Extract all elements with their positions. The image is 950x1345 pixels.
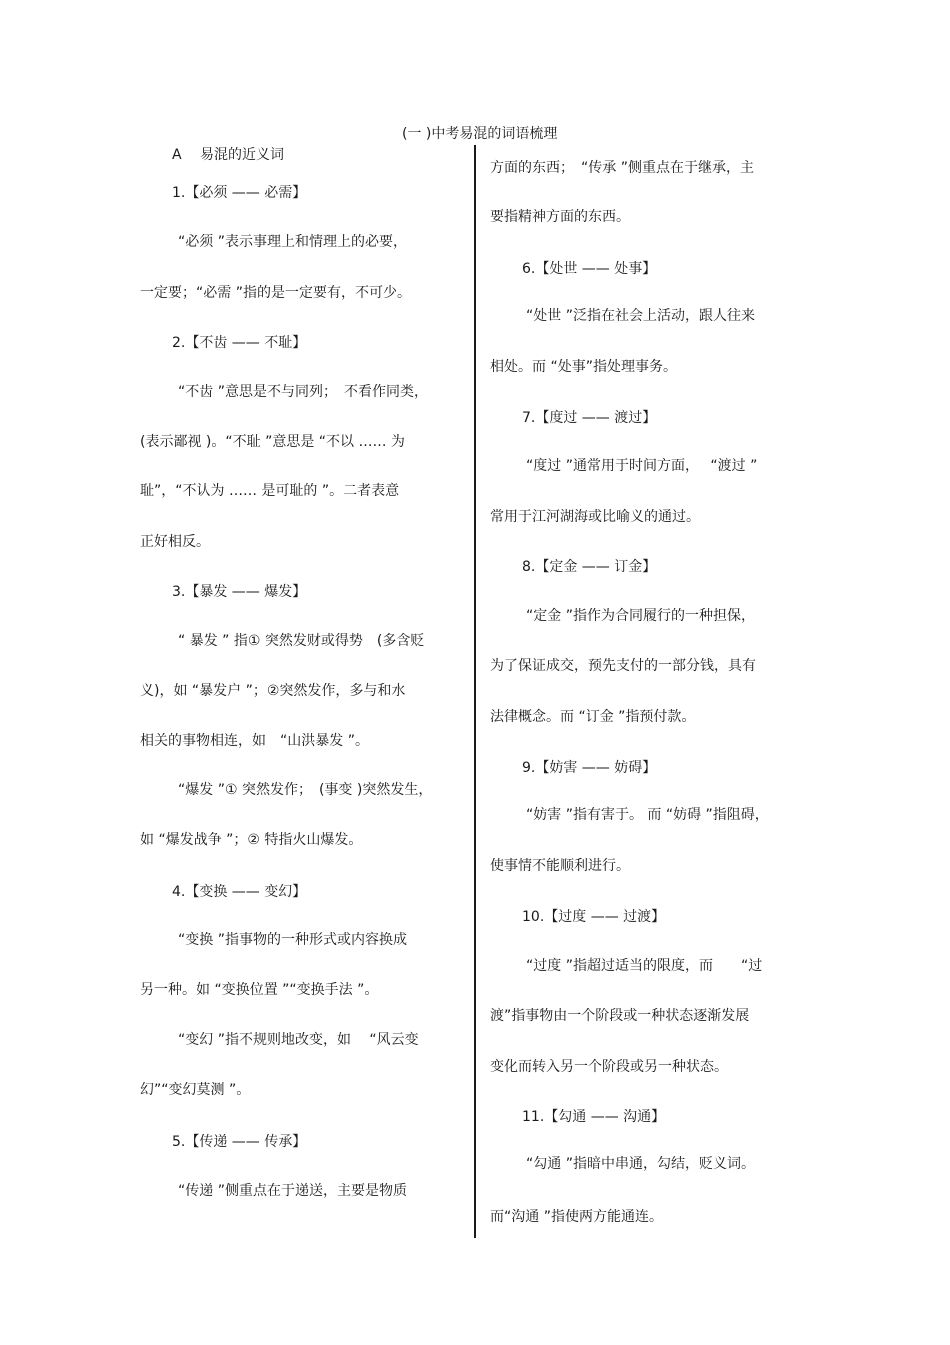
right-line-7: “度过 ”通常用于时间方面， “渡过 ” — [526, 458, 758, 474]
right-line-16: 10.【过度 —— 过渡】 — [522, 909, 666, 925]
right-line-21: “勾通 ”指暗中串通，勾结，贬义词。 — [526, 1156, 755, 1172]
left-line-15: 如 “爆发战争 ”；② 特指火山爆发。 — [140, 832, 363, 848]
right-line-11: 为了保证成交，预先支付的一部分钱，具有 — [490, 658, 756, 674]
right-line-10: “定金 ”指作为合同履行的一种担保， — [526, 608, 755, 624]
right-line-5: 相处。而 “处事”指处理事务。 — [490, 359, 677, 375]
left-line-6: “不齿 ”意思是不与同列； 不看作同类， — [178, 384, 428, 400]
left-line-5: 2.【不齿 —— 不耻】 — [172, 335, 307, 351]
right-line-2: 要指精神方面的东西。 — [490, 209, 630, 225]
left-line-20: 幻”“变幻莫测 ”。 — [140, 1082, 251, 1098]
left-line-2: 1.【必须 —— 必需】 — [172, 185, 307, 201]
column-divider — [474, 145, 476, 1238]
left-line-7: (表示鄙视 )。“不耻 ”意思是 “不以 …… 为 — [140, 434, 405, 450]
right-line-4: “处世 ”泛指在社会上活动，跟人往来 — [526, 308, 755, 324]
left-line-13: 相关的事物相连，如 “山洪暴发 ”。 — [140, 733, 369, 749]
right-line-15: 使事情不能顺利进行。 — [490, 858, 630, 874]
right-line-9: 8.【定金 —— 订金】 — [522, 559, 657, 575]
left-line-16: 4.【变换 —— 变幻】 — [172, 884, 307, 900]
left-line-3: “必须 ”表示事理上和情理上的必要， — [178, 234, 407, 250]
left-line-22: “传递 ”侧重点在于递送，主要是物质 — [178, 1183, 407, 1199]
left-line-21: 5.【传递 —— 传承】 — [172, 1134, 307, 1150]
left-line-14: “爆发 ”① 突然发作； (事变 )突然发生， — [178, 782, 433, 798]
page-title: (一 )中考易混的词语梳理 — [402, 126, 558, 142]
right-line-22: 而“沟通 ”指使两方能通连。 — [490, 1209, 663, 1225]
right-line-1: 方面的东西； “传承 ”侧重点在于继承，主 — [490, 160, 754, 176]
left-line-18: 另一种。如 “变换位置 ”“变换手法 ”。 — [140, 982, 379, 998]
left-line-1: A 易混的近义词 — [172, 147, 285, 163]
right-line-14: “妨害 ”指有害于。 而 “妨碍 ”指阻碍， — [526, 807, 769, 823]
left-line-19: “变幻 ”指不规则地改变，如 “风云变 — [178, 1032, 419, 1048]
right-line-8: 常用于江河湖海或比喻义的通过。 — [490, 509, 700, 525]
right-line-12: 法律概念。而 “订金 ”指预付款。 — [490, 709, 696, 725]
left-line-4: 一定要；“必需 ”指的是一定要有，不可少。 — [140, 285, 411, 301]
right-line-19: 变化而转入另一个阶段或另一种状态。 — [490, 1059, 728, 1075]
left-line-11: “ 暴发 ” 指① 突然发财或得势 (多含贬 — [178, 633, 425, 649]
left-line-17: “变换 ”指事物的一种形式或内容换成 — [178, 932, 407, 948]
right-line-6: 7.【度过 —— 渡过】 — [522, 410, 657, 426]
left-line-12: 义)，如 “暴发户 ”；②突然发作，多与和水 — [140, 683, 406, 699]
right-line-18: 渡”指事物由一个阶段或一种状态逐渐发展 — [490, 1008, 750, 1024]
right-line-17: “过度 ”指超过适当的限度，而 “过 — [526, 958, 763, 974]
right-line-20: 11.【勾通 —— 沟通】 — [522, 1109, 666, 1125]
right-line-3: 6.【处世 —— 处事】 — [522, 261, 657, 277]
left-line-9: 正好相反。 — [140, 534, 210, 550]
left-line-8: 耻”，“不认为 …… 是可耻的 ”。二者表意 — [140, 483, 400, 499]
right-line-13: 9.【妨害 —— 妨碍】 — [522, 760, 657, 776]
left-line-10: 3.【暴发 —— 爆发】 — [172, 584, 307, 600]
